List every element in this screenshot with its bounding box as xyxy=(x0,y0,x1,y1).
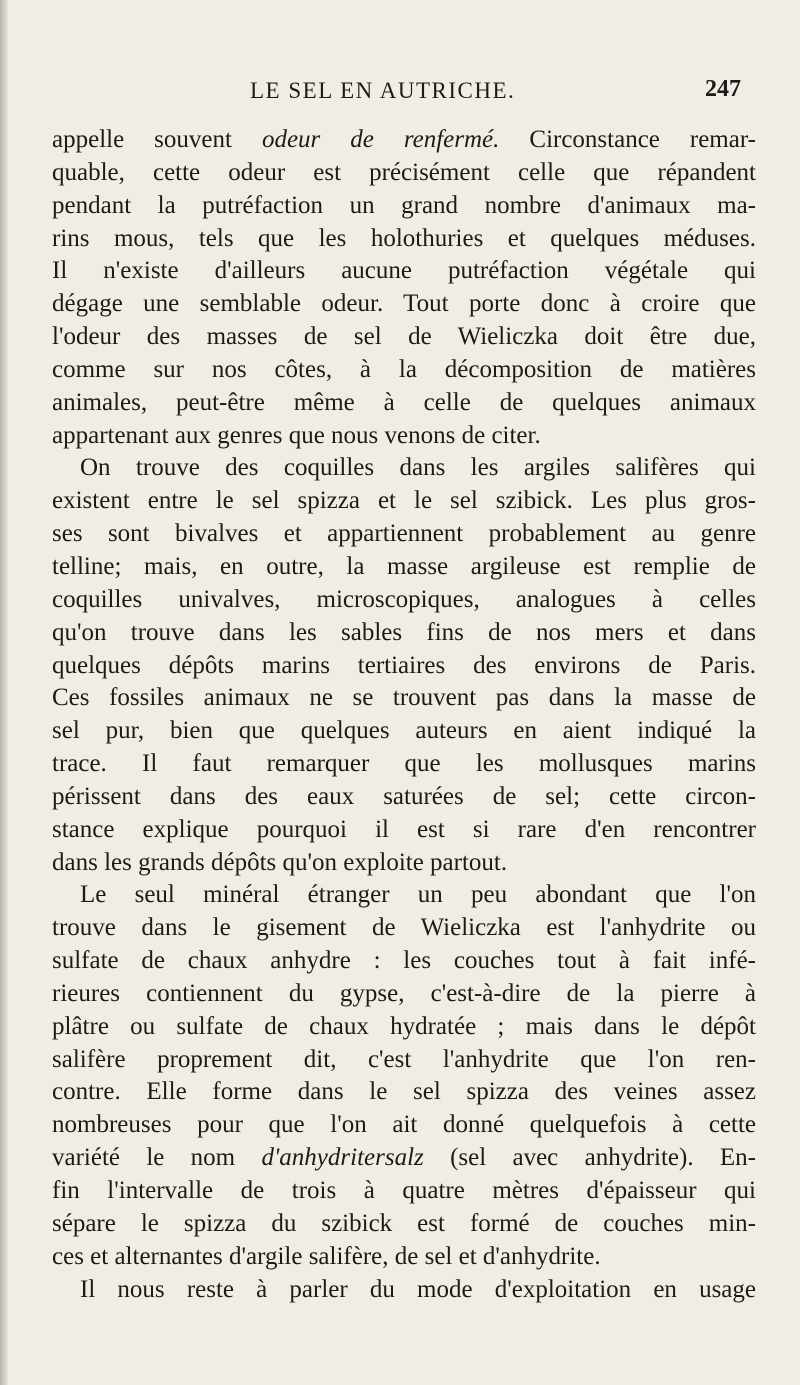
text-line: telline; mais, en outre, la masse argileuse est remplie de xyxy=(52,552,756,580)
text-line: animales, peut-être même à celle de quelques animaux xyxy=(52,388,756,416)
text-line: trouve dans le gisement de Wieliczka est l'anhydrite ou xyxy=(52,914,756,942)
text-line: Le seul minéral étranger un peu abondant que l'on xyxy=(80,881,756,909)
text-line: Il n'existe d'ailleurs aucune putréfaction végétale qui xyxy=(52,257,756,285)
text-line: quelques dépôts marins tertiaires des environs de Paris. xyxy=(52,651,756,679)
paragraph xyxy=(52,452,756,879)
text-line: fin l'intervalle de trois à quatre mètres d'épaisseur qui xyxy=(52,1177,756,1204)
text-line: coquilles univalves, microscopiques, analogues à celles xyxy=(52,585,756,613)
text-line: sel pur, bien que quelques auteurs en aient indiqué la xyxy=(52,717,756,745)
text-line: rins mous, tels que les holothuries et quelques méduses. xyxy=(52,224,756,252)
text-line: dans les grands dépôts qu'on exploite partout. xyxy=(52,848,508,876)
text-line: comme sur nos côtes, à la décomposition de matières xyxy=(52,355,756,383)
text-line: sépare le spizza du szibick est formé de couches min- xyxy=(52,1209,756,1237)
paragraph xyxy=(52,1274,756,1307)
paragraph xyxy=(52,879,756,1273)
text-line: rieures contiennent du gypse, c'est-à-dire de la pierre à xyxy=(52,979,756,1007)
text-line: nombreuses pour que l'on ait donné quelquefois à cette xyxy=(52,1111,756,1139)
text-line: qu'on trouve dans les sables fins de nos mers et dans xyxy=(52,618,756,646)
italic-term: d'anhydritersalz xyxy=(261,1144,424,1172)
text-line: dégage une semblable odeur. Tout porte donc à croire que xyxy=(52,290,756,318)
text-line: périssent dans des eaux saturées de sel; cette circon- xyxy=(52,782,756,810)
text-line: pendant la putréfaction un grand nombre d'animaux ma- xyxy=(52,191,756,219)
text-line: On trouve des coquilles dans les argiles salifères qui xyxy=(80,454,756,482)
body-text xyxy=(52,124,756,1306)
text-line: stance explique pourquoi il est si rare d'en rencontrer xyxy=(52,815,756,843)
running-head: LE SEL EN AUTRICHE. xyxy=(250,78,516,103)
page-number: 247 xyxy=(705,76,741,102)
paragraph xyxy=(52,124,756,452)
text-line: ses sont bivalves et appartiennent probablement au genre xyxy=(52,520,756,548)
text-line: Il nous reste à parler du mode d'exploitation en usage xyxy=(80,1275,756,1303)
text-line: variété le nom d'anhydritersalz (sel avec anhydrite). En- xyxy=(52,1144,756,1172)
italic-term: odeur de renfermé. xyxy=(261,126,500,153)
text-line: l'odeur des masses de sel de Wieliczka doit être due, xyxy=(52,323,756,351)
text-line: ces et alternantes d'argile salifère, de sel et d'anhydrite. xyxy=(52,1242,601,1270)
text-line: trace. Il faut remarquer que les mollusques marins xyxy=(52,750,756,778)
text-line: plâtre ou sulfate de chaux hydratée ; mais dans le dépôt xyxy=(52,1012,756,1040)
text-line: salifère proprement dit, c'est l'anhydrite que l'on ren- xyxy=(52,1045,756,1073)
text-line: existent entre le sel spizza et le sel szibick. Les plus gros- xyxy=(52,487,756,515)
text-line: appartenant aux genres que nous venons de citer. xyxy=(52,421,541,449)
text-line: sulfate de chaux anhydre : les couches tout à fait infé- xyxy=(52,947,756,975)
text-line: appelle souvent odeur de renfermé. Circonstance remar- xyxy=(52,126,756,153)
scan-page-edge xyxy=(0,0,8,1385)
text-line: quable, cette odeur est précisément celle que répandent xyxy=(52,158,756,186)
text-line: Ces fossiles animaux ne se trouvent pas dans la masse de xyxy=(52,684,756,712)
text-line: contre. Elle forme dans le sel spizza des veines assez xyxy=(52,1078,756,1106)
